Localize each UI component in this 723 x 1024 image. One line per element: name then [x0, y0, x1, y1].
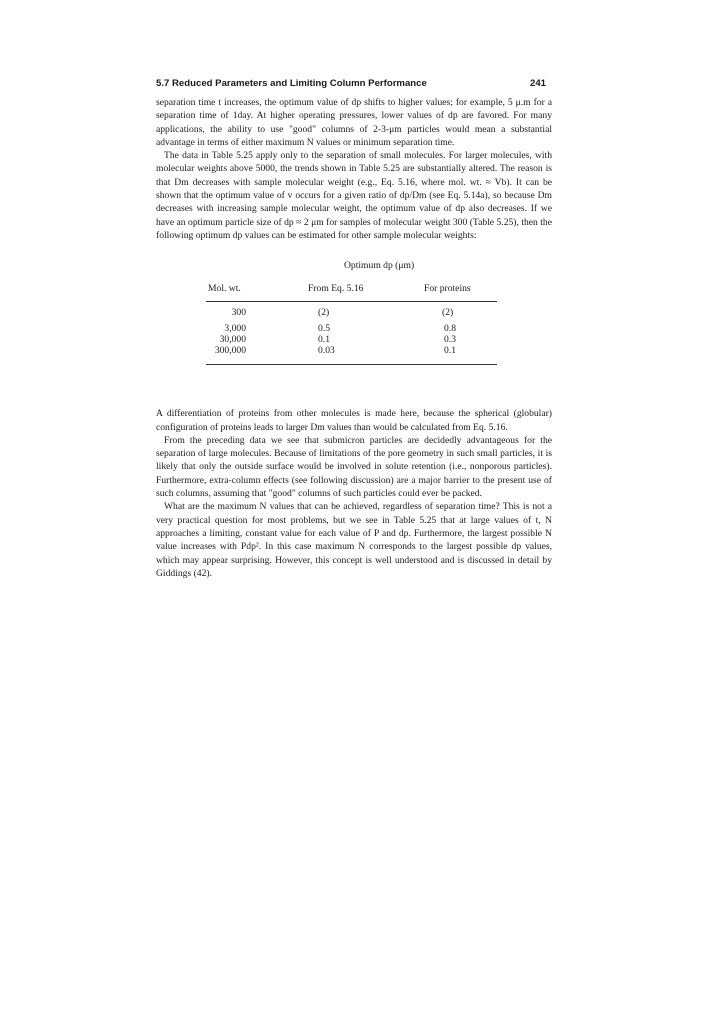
col-header-mol-wt: Mol. wt.	[208, 283, 241, 295]
cell-molwt-1: 300	[231, 307, 246, 319]
cell-molwt-4: 300,000	[214, 345, 246, 357]
cell-eq-2: 0.5	[318, 323, 330, 335]
document-page	[156, 78, 552, 580]
cell-prot-3: 0.3	[444, 334, 456, 346]
optimum-dp-table	[156, 260, 552, 382]
col-header-eq516: From Eq. 5.16	[308, 283, 364, 295]
running-header	[156, 78, 552, 94]
cell-prot-4: 0.1	[444, 345, 456, 357]
section-title: 5.7 Reduced Parameters and Limiting Column Performance	[156, 78, 427, 89]
cell-eq-4: 0.03	[318, 345, 335, 357]
table-rule-top	[206, 301, 497, 302]
cell-prot-2: 0.8	[444, 323, 456, 335]
page-number: 241	[529, 78, 546, 89]
paragraph-2: The data in Table 5.25 apply only to the separation of small molecules. For larger molecules, with molecular weights above 5000, the trends shown in Table 5.25 are substantially altered. The reason is that Dm decreases with sample molecular weight (e.g., Eq. 5.16, where mol. wt. ≈ Vb). It can be shown that the optimum value of v occurs for a given ratio of dp/Dm (see Eq. 5.14a), so because Dm decreases with increasing sample molecular weight, the optimum value of dp also decreases. If we have an optimum particle size of dp ≈ 2 μm for samples of molecular weight 300 (Table 5.25), then the following optimum dp values can be estimated for other sample molecular weights:	[156, 150, 552, 241]
paragraph-5: What are the maximum N values that can be achieved, regardless of separation time? This is not a very practical question for most problems, but we see in Table 5.25 that at large values of t, N approaches a limiting, constant value for each value of P and dp. Furthermore, the largest possible N value increases with Pdp². In this case maximum N corresponds to the largest possible dp values, which may appear surprising. However, this concept is well understood and is discussed in detail by Giddings (42).	[156, 501, 552, 579]
cell-eq-3: 0.1	[318, 334, 330, 346]
cell-molwt-3: 30,000	[219, 334, 246, 346]
cell-molwt-2: 3,000	[224, 323, 246, 335]
paragraph-3: A differentiation of proteins from other molecules is made here, because the spherical (globular) configuration of proteins leads to larger Dm values than would be calculated from Eq. 5.16.	[156, 408, 552, 433]
paragraph-4: From the preceding data we see that submicron particles are decidedly advantageous for the separation of large molecules. Because of limitations of the pore geometry in such small particles, it is likely that only the outside surface would be involved in solute retention (i.e., nonporous particles). Furthermore, extra-column effects (see following discussion) are a major barrier to the present use of such columns, assuming that "good" columns of such particles could ever be packed.	[156, 434, 552, 500]
col-header-proteins: For proteins	[424, 283, 471, 295]
table-rule-bottom	[206, 364, 497, 365]
cell-eq-1: (2)	[318, 307, 330, 319]
table-title: Optimum dp (μm)	[344, 260, 415, 272]
cell-prot-1: (2)	[442, 307, 454, 319]
paragraph-1: separation time t increases, the optimum value of dp shifts to higher values; for example, 5 μ.m for a separation time of 1day. At higher operating pressures, lower values of dp are favored. For many applications, the ability to use "good" columns of 2-3-μm particles would mean a substantial advantage in terms of either maximum N values or minimum separation time.	[156, 97, 552, 148]
